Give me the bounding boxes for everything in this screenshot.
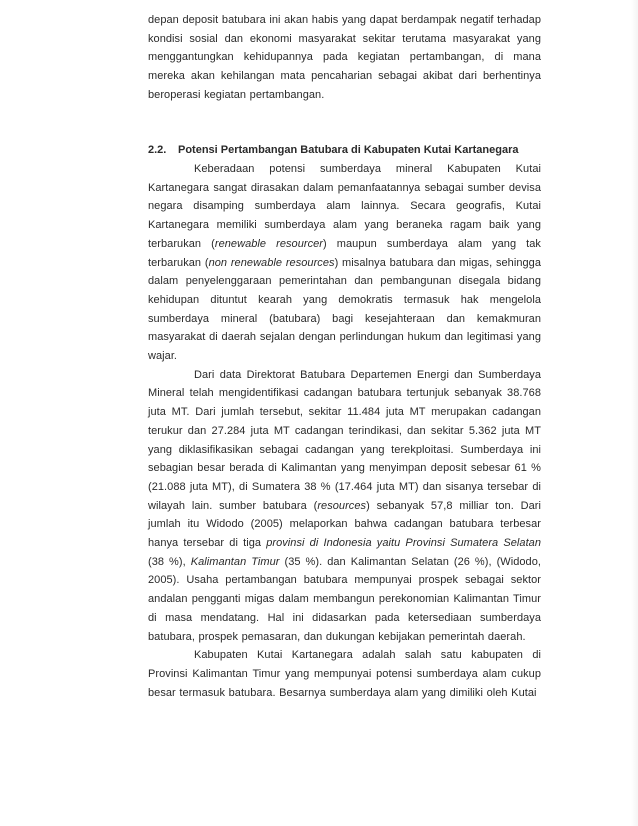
continuation-paragraph (148, 11, 541, 105)
section-body (148, 160, 541, 702)
paragraph-1-italic-term-a: renewable resourcer (214, 237, 324, 250)
paragraph-2-italic-term-a: resources (317, 499, 367, 512)
section-heading (148, 141, 541, 159)
section-title: Potensi Pertambangan Batubara di Kabupaten Kutai Kartanegara (178, 144, 519, 156)
paragraph-2-text-c: (38 %), (148, 555, 191, 568)
paragraph-3-text: Kabupaten Kutai Kartanegara adalah salah satu kabupaten di Provinsi Kalimantan Timur yang mempunyai potensi sumberdaya alam cukup besar termasuk batubara. Besarnya sumberdaya alam yang dimiliki oleh Kutai (148, 649, 541, 699)
paragraph-2-text-a: Dari data Direktorat Batubara Departemen Energi dan Sumberdaya Mineral telah mengidentifikasi cadangan batubara tertunjuk sebanyak 38.768 juta MT. Dari jumlah tersebut, sekitar 11.484 juta MT merupakan cadangan terukur dan 27.284 juta MT cadangan terindikasi, dan sekitar 5.362 juta MT yang diklasifikasikan sebagai cadangan yang terekploitasi. Sumberdaya ini sebagian besar berada di Kalimantan yang menyimpan deposit sebesar 61 % (21.088 juta MT), di Sumatera 38 % (17.464 juta MT) dan sisanya tersebar di wilayah lain. sumber batubara ( (148, 368, 541, 512)
paragraph-2-italic-term-c: Kalimantan Timur (190, 555, 280, 568)
paragraph-3 (148, 646, 541, 702)
paragraph-1-italic-term-b: non renewable resources (208, 256, 335, 269)
paragraph-2-italic-term-b: provinsi di Indonesia yaitu Provinsi Sumatera Selatan (266, 537, 542, 550)
paragraph-1-text-b: ) maupun sumberdaya alam yang tak terbarukan ( (148, 237, 541, 269)
paragraph-1-text-c: ) misalnya batubara dan migas, sehingga dalam penyelenggaraan pemerintahan dan pembangunan disegala bidang kehidupan dituntut kearah yang demokratis termasuk hak mengelola sumberdaya mineral (batubara) bagi kesejahteraan dan kemakmuran masyarakat di daerah sejalan dengan perlindungan hukum dan legitimasi yang wajar. (148, 256, 542, 363)
scan-edge-shadow (631, 0, 638, 826)
paragraph-1 (148, 160, 541, 366)
paragraph-text: depan deposit batubara ini akan habis yang dapat berdampak negatif terhadap kondisi sosial dan ekonomi masyarakat sekitar terutama masyarakat yang menggantungkan kehidupannya pada kegiatan pertambangan, di mana mereka akan kehilangan mata pencaharian sebagai akibat dari berhentinya beroperasi kegiatan pertambangan. (148, 14, 541, 101)
section-number: 2.2. (148, 144, 167, 156)
paragraph-1-text-a: Keberadaan potensi sumberdaya mineral Kabupaten Kutai Kartanegara sangat dirasakan dalam pemanfaatannya sebagai sumber devisa negara disamping sumberdaya alam lainnya. Secara geografis, Kutai Kartanegara memiliki sumberdaya alam yang beraneka ragam baik yang terbarukan ( (148, 163, 541, 250)
paragraph-2-text-b: ) sebanyak 57,8 milliar ton. Dari jumlah itu Widodo (2005) melaporkan bahwa cadangan batubara terbesar hanya tersebar di tiga (148, 499, 542, 550)
paragraph-2 (148, 366, 541, 647)
paragraph-2-text-d: (35 %). dan Kalimantan Selatan (26 %), (Widodo, 2005). Usaha pertambangan batubara mempunyai prospek sebagai sektor andalan pengganti migas dalam membangun perekonomian Kalimantan Timur di masa mendatang. Hal ini didasarkan pada ketersediaan sumberdaya batubara, prospek pemasaran, dan dukungan kebijakan pemerintah daerah. (148, 555, 541, 643)
